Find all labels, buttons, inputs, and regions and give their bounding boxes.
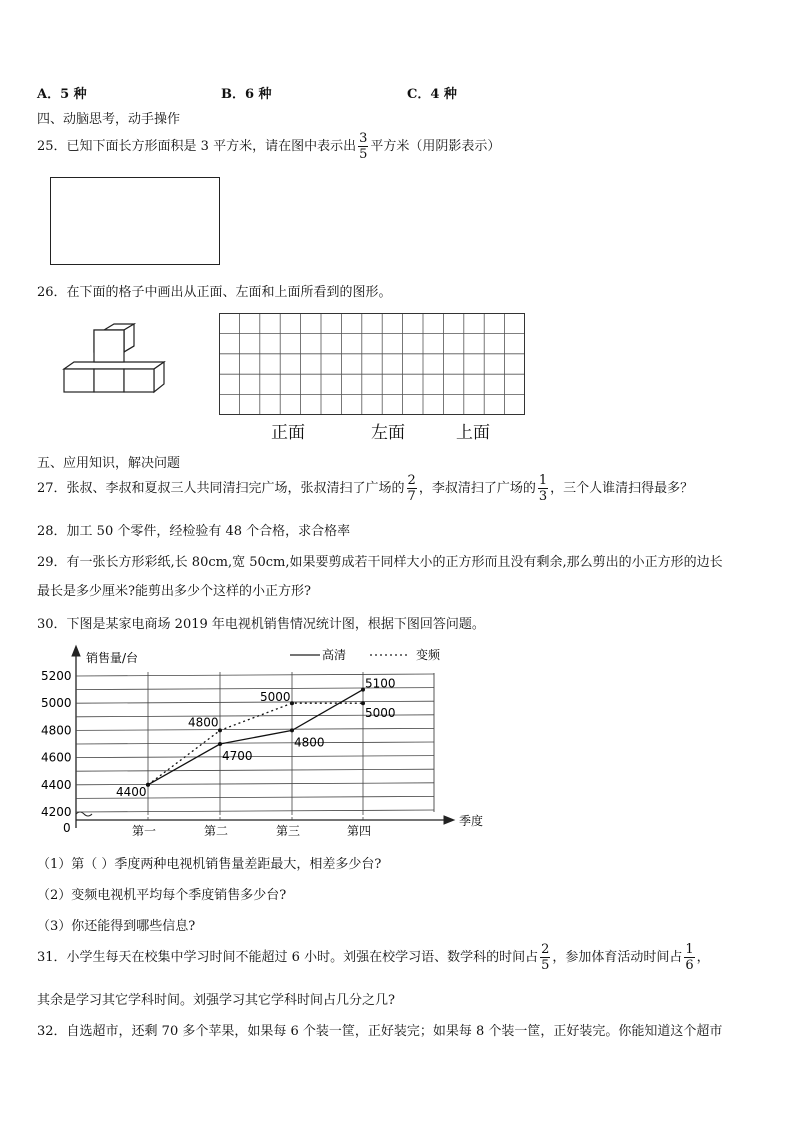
fraction-2-7: $\frac{2}{7}$ (407, 473, 416, 504)
legend-bianpin: 变频 (416, 648, 441, 662)
option-b: B．6 种 (221, 87, 272, 102)
chart-gridline (76, 756, 434, 758)
chart-data-label: 5100 (365, 676, 396, 691)
view-label-top: 上面 (456, 423, 490, 443)
chart-ytick: 4800 (41, 723, 72, 738)
chart-data-label: 4400 (116, 784, 147, 799)
chart-gridline (76, 769, 434, 771)
question-27: 27．张叔、李叔和夏叔三人共同清扫完广场，张叔清扫了广场的 $\frac{2}{7}$ ，李叔清扫了广场的 $\frac{1}{3}$ ，三个人谁清扫得最多？ (37, 473, 694, 504)
question-29-line2: 最长是多少厘米?能剪出多少个这样的小正方形? (37, 584, 311, 599)
fraction-2-5: $\frac{2}{5}$ (541, 942, 550, 973)
fraction-1-6: $\frac{1}{6}$ (685, 942, 694, 973)
chart-xtick: 第三 (276, 824, 301, 838)
question-30-sub2: （2）变频电视机平均每个季度销售多少台? (37, 888, 287, 903)
section-4-heading: 四、动脑思考，动手操作 (37, 112, 181, 127)
question-32: 32．自选超市，还剩 70 多个苹果，如果每 6 个装一筐，正好装完；如果每 8 个装一筐，正好装完。你能知道这个超市 (37, 1024, 723, 1039)
chart-data-label: 4700 (222, 749, 253, 763)
chart-data-label: 5000 (260, 690, 291, 705)
chart-ytick: 4200 (41, 805, 72, 819)
drawing-grid[interactable] (219, 313, 525, 415)
chart-ytick: 4400 (41, 777, 72, 792)
chart-data-label: 4800 (188, 715, 219, 730)
option-c: C．4 种 (407, 87, 457, 102)
chart-gridline (76, 701, 434, 703)
question-29-line1: 29．有一张长方形彩纸,长 80cm,宽 50cm,如果要剪成若干同样大小的正方形而且没有剩余,那么剪出的小正方形的边长 (37, 555, 723, 570)
chart-gridline (76, 728, 434, 730)
chart-point (146, 783, 150, 787)
chart-ytick: 5200 (41, 669, 72, 683)
question-26: 26．在下面的格子中画出从正面、左面和上面所看到的图形。 (37, 285, 392, 300)
chart-point (290, 728, 294, 732)
chart-data-label: 5000 (365, 706, 396, 721)
chart-xlabel: 季度 (459, 814, 484, 828)
rectangle-figure (50, 177, 220, 265)
chart-point (361, 701, 365, 705)
chart-axis-break (76, 812, 92, 816)
fraction-3-5: $\frac{3}{5}$ (359, 131, 368, 162)
chart-ytick-zero: 0 (63, 821, 71, 835)
legend-gaoqing: 高清 (322, 648, 347, 662)
view-label-front: 正面 (271, 423, 305, 443)
chart-data-label: 4800 (294, 735, 325, 750)
question-30-sub3: （3）你还能得到哪些信息? (37, 919, 196, 934)
chart-point (218, 728, 222, 732)
section-5-heading: 五、应用知识，解决问题 (37, 456, 181, 471)
question-28: 28．加工 50 个零件，经检验有 48 个合格，求合格率 (37, 524, 351, 539)
chart-gridline (76, 810, 434, 812)
option-a: A．5 种 (37, 87, 87, 102)
chart-x-arrow (444, 816, 454, 824)
chart-y-arrow (72, 646, 80, 656)
chart-xtick: 第四 (347, 824, 372, 838)
chart-xtick: 第二 (204, 824, 229, 838)
view-label-left: 左面 (371, 423, 405, 443)
chart-point (290, 701, 294, 705)
chart-gridline (76, 742, 434, 744)
fraction-1-3: $\frac{1}{3}$ (538, 473, 548, 504)
chart-xtick: 第一 (132, 824, 157, 838)
chart-point (218, 742, 222, 746)
question-30-sub1: （1）第（ ）季度两种电视机销售量差距最大，相差多少台? (37, 857, 382, 872)
chart-ytick: 5000 (41, 696, 72, 711)
question-30: 30．下图是某家电商场 2019 年电视机销售情况统计图，根据下图回答问题。 (37, 617, 485, 632)
chart-ytick: 4600 (41, 750, 72, 765)
question-31: 31．小学生每天在校集中学习时间不能超过 6 小时。刘强在校学习语、数学科的时间占 $\frac{2}{5}$ ，参加体育活动时间占 $\frac{1}{6}$ ， (37, 942, 710, 973)
question-25: 25．已知下面长方形面积是 3 平方米，请在图中表示出 $\frac{3}{5}$ 平方米（用阴影表示） (37, 131, 501, 162)
chart-ylabel: 销售量/台 (86, 651, 139, 665)
sales-line-chart (36, 642, 506, 842)
question-31-line2: 其余是学习其它学科时间。刘强学习其它学科时间占几分之几? (37, 993, 395, 1008)
cube-stack-figure (60, 322, 170, 398)
